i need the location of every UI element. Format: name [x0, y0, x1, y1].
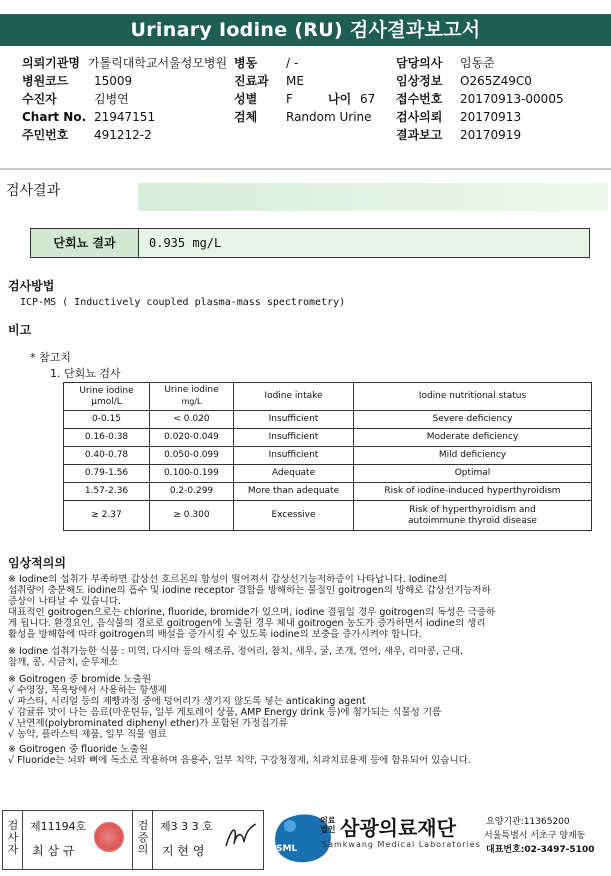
sex-value: F — [286, 92, 293, 106]
hospcode-value: 15009 — [94, 74, 133, 88]
dept-label: 진료과 — [234, 74, 269, 88]
results-heading: 검사결과 — [6, 183, 61, 199]
age-label: 나이 — [328, 92, 352, 106]
address: 서울특별시 서초구 양재동 — [484, 831, 586, 841]
note-line: 섭취량이 충분해도 iodine의 흡수 및 iodine receptor 결합을 방해하는 물질인 goitrogen의 방해로 갑상선기능저하 — [8, 585, 491, 596]
logo-text: SML — [276, 844, 298, 854]
result-value: 0.935 mg/L — [139, 229, 589, 257]
examiner-seal-icon — [94, 822, 124, 852]
phone: 대표번호:02-3497-5100 — [486, 845, 595, 855]
age-value: 67 — [360, 92, 376, 106]
note-line: 활성을 방해함에 따라 goitrogen의 배설을 증가시킬 수 있도록 iodine의 보충을 증가시켜야 합니다. — [8, 629, 422, 640]
clinical-heading: 임상적의의 — [8, 556, 66, 570]
table-row: 0-0.15 < 0.020 Insufficient Severe deficiency — [64, 411, 592, 429]
specimen-label: 검체 — [234, 110, 258, 124]
header-divider — [0, 168, 611, 170]
ref-header-intake: Iodine intake — [234, 383, 354, 411]
verifier-name: 지 현 영 — [162, 844, 205, 858]
reference-table — [63, 382, 592, 531]
request-label: 검사의뢰 — [396, 110, 443, 124]
clinical-value: O265Z49C0 — [460, 74, 532, 88]
chart-label: Chart No. — [22, 110, 87, 124]
remarks-heading: 비고 — [8, 323, 32, 337]
note-line: √ 난연제(polybrominated diphenyl ether)가 포함된 가정집기류 — [8, 718, 288, 729]
receipt-value: 20170913-00005 — [460, 92, 564, 106]
chart-value: 21947151 — [94, 110, 156, 124]
patient-label: 수진자 — [22, 92, 57, 106]
patient-info — [22, 54, 602, 144]
verifier-vertical-label: 검증의 — [137, 819, 149, 856]
table-row: 0.40-0.78 0.050-0.099 Insufficient Mild deficiency — [64, 447, 592, 465]
note-line: 게 됩니다. 환경요인, 음식물의 경로로 goitrogen에 노출된 경우 체내 goitrogen 농도가 증가하면서 iodine의 생리 — [8, 618, 486, 629]
hospcode-label: 병원코드 — [22, 74, 69, 88]
examiner-name: 최 삼 규 — [32, 844, 75, 858]
table-row: 0.16-0.38 0.020-0.049 Insufficient Moderate deficiency — [64, 429, 592, 447]
note-line: ※ Goitrogen 중 fluoride 노출원 — [8, 744, 148, 755]
note-line: √ 파스타, 시리얼 등의 제빵과정 중에 덩어리가 생기지 않도록 넣는 anticaking agent — [8, 696, 366, 707]
method-text: ICP-MS ( Inductively coupled plasma-mass spectrometry) — [20, 297, 346, 308]
note-line: √ 감귤류 맛이 나는 음료(마운틴듀, 일부 게토레이 상품, AMP Energy drink 등)에 첨가되는 식물성 기름 — [8, 707, 442, 718]
corp-name: 삼광의료재단 — [340, 816, 456, 840]
note-line: ※ Goitrogen 중 bromide 노출원 — [8, 674, 151, 685]
reference-heading: * 참고치 — [30, 351, 71, 364]
sex-label: 성별 — [234, 92, 258, 106]
report-value: 20170919 — [460, 128, 522, 142]
ward-value: / - — [286, 56, 299, 70]
corp-english-name: Samkwang Medical Laboratories — [322, 840, 481, 849]
rrn-value: 491212-2 — [94, 128, 152, 142]
result-box — [30, 228, 590, 258]
note-line: 대표적인 goitrogen으로는 chlorine, fluoride, bromide가 있으며, iodine 결핍일 경우 goitrogen의 독성은 극증하 — [8, 607, 496, 618]
ref-header-umol: Urine iodine μmol/L — [64, 383, 150, 411]
table-row: ≥ 2.37 ≥ 0.300 Excessive Risk of hyperthyroidism and autoimmune thyroid disease — [64, 501, 592, 531]
ref-header-mgl: Urine iodine mg/L — [150, 383, 234, 411]
doctor-label: 담당의사 — [396, 56, 443, 70]
verifier-number: 제3 3 3 호 — [160, 820, 213, 833]
patient-value: 김병연 — [94, 92, 129, 106]
receipt-label: 접수번호 — [396, 92, 443, 106]
rrn-label: 주민번호 — [22, 128, 69, 142]
note-line: 증상이 나타날 수 있습니다. — [8, 596, 122, 607]
note-line: √ 농약, 플라스틱 제품, 일부 직물 염료 — [8, 729, 167, 740]
method-heading: 검사방법 — [8, 279, 55, 293]
note-line: √ Fluoride는 뇌와 뼈에 독소로 작용하며 음용수, 일부 치약, 구강청정제, 치과치료용제 등에 함유되어 있습니다. — [8, 755, 471, 766]
clinical-label: 임상정보 — [396, 74, 443, 88]
examiner-vertical-label: 검사자 — [7, 819, 19, 856]
note-line: 참깨, 콩, 시금치, 순무채소 — [8, 657, 118, 668]
specimen-value: Random Urine — [286, 110, 372, 124]
ward-label: 병동 — [234, 56, 258, 70]
result-label: 단회뇨 결과 — [31, 229, 139, 257]
corp-small-label: 의료법인 — [320, 816, 336, 834]
note-line: ※ Iodine 섭취가능한 식품 : 미역, 다시마 등의 해조류, 정어리, 참치, 새우, 굴, 조개, 연어, 새우, 리마콩, 근대, — [8, 646, 464, 657]
doctor-value: 임동준 — [460, 56, 495, 70]
clinical-notes — [8, 574, 608, 766]
report-title: Urinary Iodine (RU) 검사결과보고서 — [0, 14, 611, 46]
request-value: 20170913 — [460, 110, 522, 124]
footer — [0, 808, 611, 876]
dept-value: ME — [286, 74, 304, 88]
verifier-signature-icon — [222, 820, 260, 854]
ref-header-status: Iodine nutritional status — [354, 383, 592, 411]
reference-subheading: 1. 단회뇨 검사 — [50, 367, 121, 380]
examiner-number: 제11194호 — [30, 820, 87, 833]
org-code: 요양기관:11365200 — [486, 817, 570, 827]
results-header-band — [138, 183, 608, 211]
institution-label: 의뢰기관명 — [22, 56, 80, 70]
note-line: √ 수영장, 목욕탕에서 사용하는 항생제 — [8, 685, 167, 696]
table-row: 1.57-2.36 0.2-0.299 More than adequate Risk of iodine-induced hyperthyroidism — [64, 483, 592, 501]
institution-value: 가톨릭대학교서울성모병원 — [88, 56, 228, 70]
note-line: ※ Iodine의 섭취가 부족하면 갑상선 호르몬의 합성이 떨어져서 갑상선기능저하증이 나타납니다. Iodine의 — [8, 574, 448, 585]
report-label: 결과보고 — [396, 128, 443, 142]
table-row: 0.79-1.56 0.100-0.199 Adequate Optimal — [64, 465, 592, 483]
